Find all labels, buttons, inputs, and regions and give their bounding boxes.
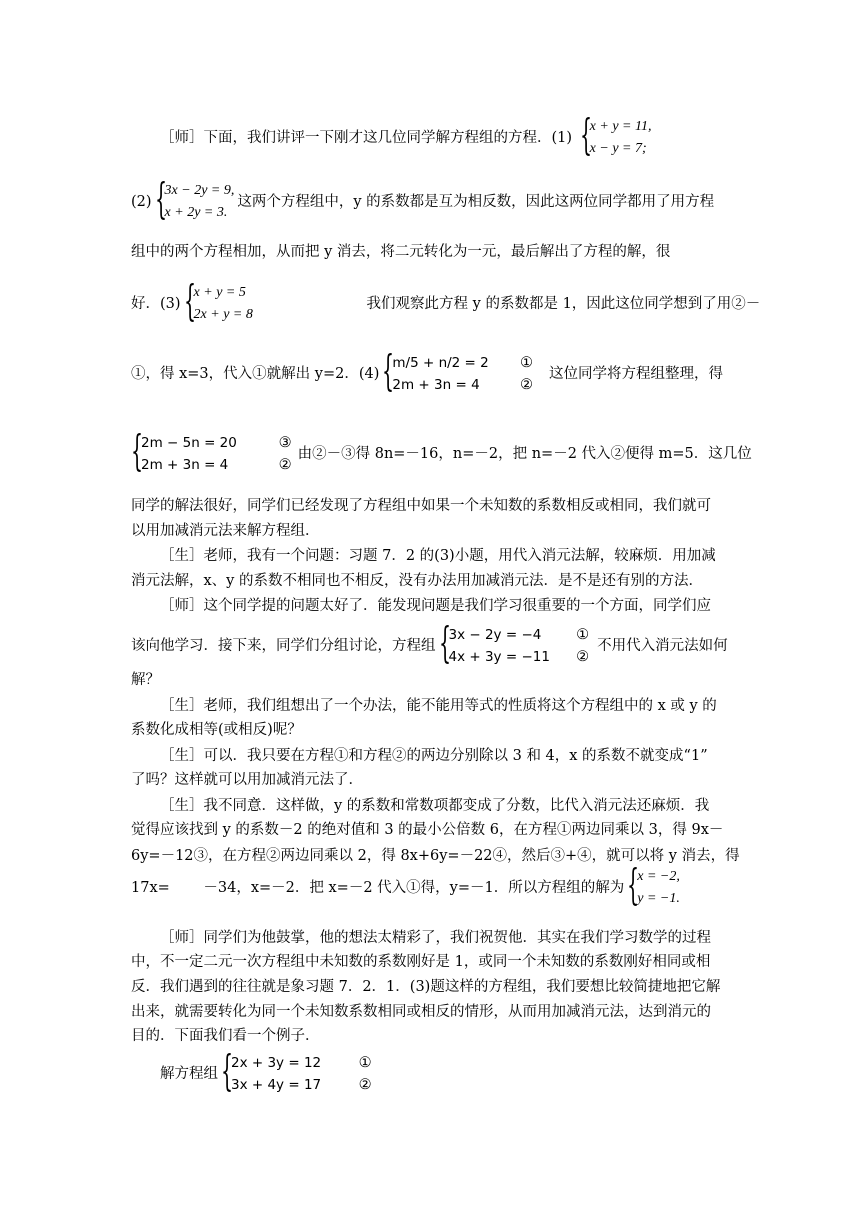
paragraph-line [160,1046,372,1096]
text: 出来，就需要转化为同一个未知数系数相同或相反的情形，从而用加减消元法，达到消元的 [131,1004,711,1020]
text: 系数化成相等(或相反)呢？ [131,722,302,738]
paragraph-line [131,720,302,740]
text: 这两个方程组中，y 的系数都是互为相反数，因此这两位同学都用了用方程 [237,194,715,210]
left-brace: { [438,618,451,667]
text: 同学的解法很好，同学们已经发现了方程组中如果一个未知数的系数相反或相同，我们就可 [131,498,711,514]
paragraph-line [131,571,703,591]
text: ①，得 x=3，代入①就解出 y=2．(4) [131,366,380,382]
text: ［生］可以．我只要在方程①和方程②的两边分别除以 3 和 4，x 的系数不就变成“1” [160,748,708,764]
text: 中，不一定二元一次方程组中未知数的系数刚好是 1，或同一个未知数的系数刚好相同或相 [131,954,711,970]
equation: 3x − 2y = −4 [448,627,542,643]
equation-marker: ① [520,355,533,371]
text: 反．我们遇到的往往就是象习题 7．2．1．(3)题这样的方程组，我们要想比较简捷地把它解 [131,979,721,995]
equation-marker: ③ [278,435,292,451]
paragraph-line [131,977,720,997]
equation-system-solution [627,860,680,910]
text: 好．(3) [131,296,181,312]
text: 了吗？这样就可以用加减消元法了． [131,772,363,788]
equation: 4x + 3y = −11 [448,649,550,665]
equation: 2x + 3y = 12 [231,1055,322,1071]
paragraph-line [160,746,708,766]
text: 目的．下面我们看一个例子． [131,1028,320,1044]
equation-marker: ② [358,1077,372,1093]
paragraph-line [131,276,761,326]
equation: 3x + 4y = 17 [231,1077,322,1093]
equation: x − y = 7; [589,141,647,156]
equation: 2x + y = 8 [193,307,253,322]
text: ［生］我不同意．这样做，y 的系数和常数项都变成了分数，比代入消元法还麻烦．我 [160,798,710,814]
paragraph-line [131,770,363,790]
text: ［生］老师，我们组想出了一个办法，能不能用等式的性质将这个方程组中的 x 或 y 的 [160,698,717,714]
equation-marker: ② [520,377,533,393]
equation: x + y = 5 [193,285,246,300]
paragraph-line [131,670,160,690]
text: (2) [131,194,152,210]
paragraph-line [131,1002,711,1022]
left-brace: { [154,174,167,223]
text: 解？ [131,672,160,688]
paragraph-line [131,846,740,866]
paragraph-line [160,546,716,566]
paragraph-line [131,521,320,541]
equation: x = −2, [637,869,680,884]
equation-marker: ② [576,649,590,665]
text: 觉得应该找到 y 的系数－2 的绝对值和 3 的最小公倍数 6，在方程①两边同乘以 3，得 9x－ [131,822,724,838]
text: ［生］老师，我有一个问题：习题 7．2 的(3)小题，用代入消元法解，较麻烦．用加减 [160,548,716,564]
equation-marker: ② [278,457,292,473]
text: 6y=－12③，在方程②两边同乘以 2，得 8x+6y=－22④，然后③+④，就可以将 y 消去，得 [131,848,740,864]
paragraph-line [160,696,717,716]
equation-system-2 [154,174,235,224]
equation-system-6 [438,618,569,668]
paragraph-line [131,860,683,910]
equation: 2m + 3n = 4 [141,457,229,473]
text: 不用代入消元法如何 [597,638,728,654]
paragraph-line [131,1026,320,1046]
text: 由②－③得 8n=－16，n=－2，把 n=－2 代入②便得 m=5．这几位 [297,446,752,462]
left-brace: { [579,110,592,159]
text: ［师］下面，我们讲评一下刚才这几位同学解方程组的方程．(1) [160,130,573,146]
equation-system-example [221,1046,351,1096]
equation-marker: ① [358,1055,372,1071]
text: ［师］同学们为他鼓掌，他的想法太精彩了，我们祝贺他．其实在我们学习数学的过程 [160,930,711,946]
equation: 2m + 3n = 4 [392,377,480,393]
paragraph-line [160,796,709,816]
text: 17x= －34，x=－2．把 x=－2 代入①得，y=－1．所以方程组的解为 [131,880,625,896]
paragraph-line [160,928,711,948]
equation: y = −1. [637,891,680,906]
paragraph-line [131,242,670,262]
equation-system-5 [131,426,271,476]
left-brace: { [183,276,196,325]
text: ［师］这个同学提的问题太好了．能发现问题是我们学习很重要的一个方面，同学们应 [160,598,711,614]
equation-system-1 [579,110,652,160]
text: 以用加减消元法来解方程组． [131,523,320,539]
text: 该向他学习．接下来，同学们分组讨论，方程组 [131,638,436,654]
left-brace: { [382,346,395,395]
equation-system-3 [183,276,334,326]
equation: 3x − 2y = 9, [164,183,235,198]
paragraph-line [160,596,711,616]
left-brace: { [221,1046,234,1095]
equation: 2m − 5n = 20 [141,435,237,451]
text: 我们观察此方程 y 的系数都是 1，因此这位同学想到了用②－ [366,296,761,312]
paragraph-line [131,174,715,224]
equation-marker: ① [576,627,590,643]
paragraph-line [131,426,752,476]
equation: m/5 + n/2 = 2 [392,355,489,371]
paragraph-line [131,820,723,840]
equation: x + y = 11, [589,119,652,134]
paragraph-line [131,496,711,516]
paragraph-line [131,618,728,668]
paragraph-line [160,110,654,160]
text: 这位同学将方程组整理，得 [549,366,723,382]
text: 组中的两个方程相加，从而把 y 消去，将二元转化为一元，最后解出了方程的解，很 [131,244,671,260]
text: 解方程组 [160,1066,218,1082]
equation: x + 2y = 3. [164,205,228,220]
equation-system-4 [382,346,512,396]
left-brace: { [131,426,144,475]
paragraph-line [131,952,710,972]
paragraph-line [131,346,723,396]
text: 消元法解，x、y 的系数不相同也不相反，没有办法用加减消元法．是不是还有别的方法． [131,573,703,589]
left-brace: { [627,860,640,909]
